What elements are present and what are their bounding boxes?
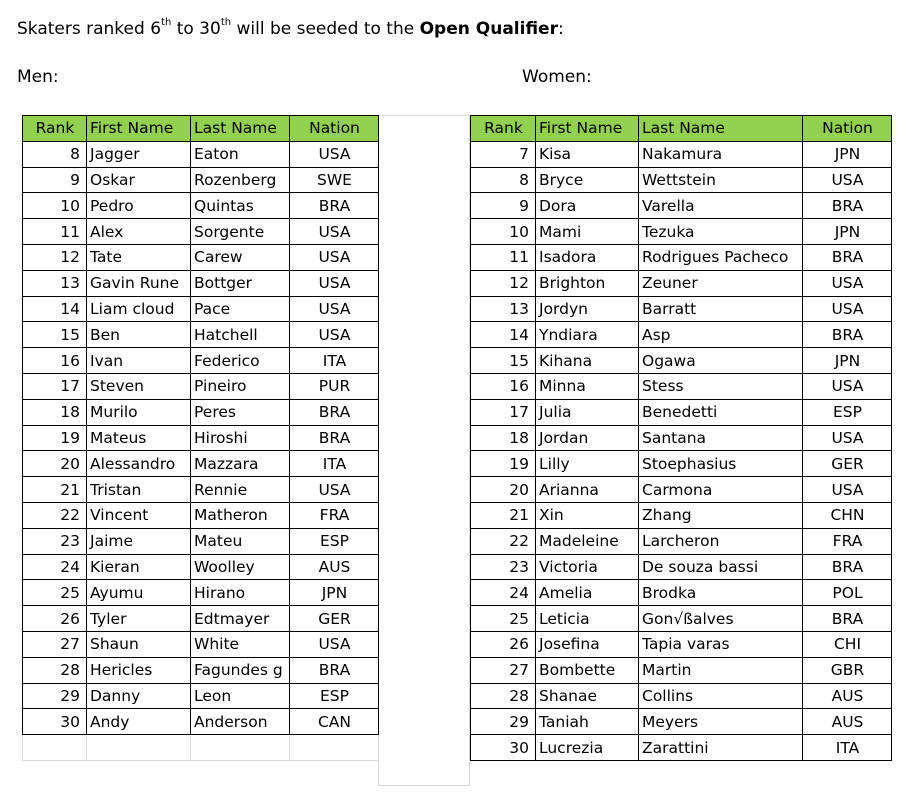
cell-last-name: Quintas <box>191 193 290 219</box>
cell-last-name: Sorgente <box>191 219 290 245</box>
header-first-name: First Name <box>87 116 191 142</box>
table-header-row <box>23 116 379 142</box>
table-row <box>471 193 892 219</box>
intro-text <box>17 19 564 39</box>
cell-rank: 8 <box>23 141 87 167</box>
cell-nation: BRA <box>803 244 892 270</box>
cell-last-name: Woolley <box>191 554 290 580</box>
cell-first-name: Shaun <box>87 631 191 657</box>
cell-nation: USA <box>290 631 379 657</box>
cell-rank: 11 <box>471 244 536 270</box>
cell-nation: USA <box>803 167 892 193</box>
cell-nation: ITA <box>290 451 379 477</box>
cell-nation: JPN <box>803 141 892 167</box>
cell-first-name: Mateus <box>87 425 191 451</box>
cell-last-name: Tapia varas <box>639 631 803 657</box>
empty-cell <box>87 735 191 761</box>
table-row <box>23 606 379 632</box>
cell-first-name: Victoria <box>536 554 639 580</box>
cell-last-name: Collins <box>639 683 803 709</box>
cell-last-name: White <box>191 631 290 657</box>
table-row <box>471 141 892 167</box>
table-row <box>471 322 892 348</box>
cell-first-name: Kihana <box>536 348 639 374</box>
cell-nation: USA <box>803 425 892 451</box>
cell-last-name: Asp <box>639 322 803 348</box>
cell-first-name: Tyler <box>87 606 191 632</box>
table-row <box>23 348 379 374</box>
cell-rank: 17 <box>471 399 536 425</box>
cell-nation: ESP <box>803 399 892 425</box>
men-label: Men: <box>17 67 59 87</box>
cell-last-name: Martin <box>639 657 803 683</box>
cell-nation: ESP <box>290 683 379 709</box>
table-row <box>23 657 379 683</box>
table-row <box>23 322 379 348</box>
cell-rank: 24 <box>23 554 87 580</box>
table-row <box>471 167 892 193</box>
cell-first-name: Jordyn <box>536 296 639 322</box>
table-row <box>471 657 892 683</box>
cell-first-name: Andy <box>87 709 191 735</box>
table-row <box>471 348 892 374</box>
cell-last-name: Leon <box>191 683 290 709</box>
cell-rank: 15 <box>471 348 536 374</box>
cell-first-name: Arianna <box>536 477 639 503</box>
cell-rank: 25 <box>471 606 536 632</box>
cell-rank: 20 <box>23 451 87 477</box>
cell-last-name: De souza bassi <box>639 554 803 580</box>
cell-rank: 14 <box>471 322 536 348</box>
table-row <box>471 296 892 322</box>
cell-last-name: Pace <box>191 296 290 322</box>
cell-first-name: Amelia <box>536 580 639 606</box>
cell-nation: USA <box>290 322 379 348</box>
cell-nation: CHN <box>803 502 892 528</box>
cell-last-name: Wettstein <box>639 167 803 193</box>
cell-nation: BRA <box>803 606 892 632</box>
cell-rank: 28 <box>23 657 87 683</box>
cell-nation: AUS <box>290 554 379 580</box>
cell-rank: 19 <box>23 425 87 451</box>
cell-last-name: Mateu <box>191 528 290 554</box>
cell-first-name: Ben <box>87 322 191 348</box>
table-row <box>23 631 379 657</box>
cell-first-name: Gavin Rune <box>87 270 191 296</box>
empty-cell <box>290 735 379 761</box>
cell-first-name: Murilo <box>87 399 191 425</box>
cell-rank: 30 <box>471 735 536 761</box>
table-row <box>23 244 379 270</box>
table-row <box>23 193 379 219</box>
cell-first-name: Madeleine <box>536 528 639 554</box>
cell-last-name: Rozenberg <box>191 167 290 193</box>
cell-rank: 16 <box>471 373 536 399</box>
cell-first-name: Shanae <box>536 683 639 709</box>
cell-nation: USA <box>290 270 379 296</box>
table-row <box>471 580 892 606</box>
cell-last-name: Edtmayer <box>191 606 290 632</box>
table-row <box>471 709 892 735</box>
cell-rank: 27 <box>471 657 536 683</box>
table-row <box>23 477 379 503</box>
table-row <box>471 373 892 399</box>
cell-first-name: Hericles <box>87 657 191 683</box>
cell-first-name: Liam cloud <box>87 296 191 322</box>
table-header-row <box>471 116 892 142</box>
cell-first-name: Vincent <box>87 502 191 528</box>
table-row <box>471 219 892 245</box>
cell-first-name: Oskar <box>87 167 191 193</box>
cell-first-name: Jordan <box>536 425 639 451</box>
cell-first-name: Josefina <box>536 631 639 657</box>
cell-last-name: Brodka <box>639 580 803 606</box>
cell-last-name: Barratt <box>639 296 803 322</box>
cell-last-name: Stess <box>639 373 803 399</box>
cell-last-name: Bottger <box>191 270 290 296</box>
table-row <box>471 477 892 503</box>
cell-nation: JPN <box>803 348 892 374</box>
table-row <box>471 270 892 296</box>
table-row <box>471 631 892 657</box>
cell-first-name: Alex <box>87 219 191 245</box>
cell-last-name: Hirano <box>191 580 290 606</box>
cell-last-name: Zarattini <box>639 735 803 761</box>
cell-rank: 18 <box>471 425 536 451</box>
table-row <box>23 399 379 425</box>
header-last-name: Last Name <box>639 116 803 142</box>
intro-colon: : <box>557 19 564 39</box>
cell-rank: 18 <box>23 399 87 425</box>
cell-first-name: Jagger <box>87 141 191 167</box>
cell-first-name: Pedro <box>87 193 191 219</box>
cell-rank: 7 <box>471 141 536 167</box>
cell-rank: 8 <box>471 167 536 193</box>
cell-last-name: Santana <box>639 425 803 451</box>
cell-rank: 24 <box>471 580 536 606</box>
cell-first-name: Steven <box>87 373 191 399</box>
cell-first-name: Ivan <box>87 348 191 374</box>
empty-row <box>23 735 379 761</box>
table-row <box>471 399 892 425</box>
cell-first-name: Brighton <box>536 270 639 296</box>
cell-first-name: Minna <box>536 373 639 399</box>
table-row <box>23 141 379 167</box>
cell-rank: 23 <box>23 528 87 554</box>
cell-first-name: Tristan <box>87 477 191 503</box>
cell-nation: ITA <box>290 348 379 374</box>
table-row <box>471 528 892 554</box>
table-row <box>471 683 892 709</box>
cell-rank: 21 <box>23 477 87 503</box>
cell-rank: 12 <box>23 244 87 270</box>
cell-nation: USA <box>290 477 379 503</box>
cell-rank: 14 <box>23 296 87 322</box>
cell-rank: 9 <box>471 193 536 219</box>
cell-first-name: Lucrezia <box>536 735 639 761</box>
cell-last-name: Rodrigues Pacheco <box>639 244 803 270</box>
cell-rank: 30 <box>23 709 87 735</box>
header-rank: Rank <box>471 116 536 142</box>
cell-nation: ESP <box>290 528 379 554</box>
cell-rank: 27 <box>23 631 87 657</box>
cell-rank: 15 <box>23 322 87 348</box>
cell-first-name: Leticia <box>536 606 639 632</box>
cell-nation: PUR <box>290 373 379 399</box>
table-row <box>23 683 379 709</box>
cell-first-name: Jaime <box>87 528 191 554</box>
cell-rank: 26 <box>23 606 87 632</box>
header-last-name: Last Name <box>191 116 290 142</box>
cell-nation: USA <box>803 373 892 399</box>
table-row <box>23 554 379 580</box>
cell-first-name: Mami <box>536 219 639 245</box>
cell-last-name: Fagundes g <box>191 657 290 683</box>
cell-last-name: Gon√ßalves <box>639 606 803 632</box>
cell-first-name: Isadora <box>536 244 639 270</box>
cell-rank: 13 <box>23 270 87 296</box>
intro-suffix: will be seeded to the <box>231 19 420 39</box>
cell-nation: JPN <box>290 580 379 606</box>
cell-last-name: Hiroshi <box>191 425 290 451</box>
cell-rank: 10 <box>471 219 536 245</box>
men-rankings-table <box>22 115 379 761</box>
table-row <box>23 219 379 245</box>
cell-nation: FRA <box>803 528 892 554</box>
cell-nation: GER <box>290 606 379 632</box>
cell-first-name: Kieran <box>87 554 191 580</box>
empty-column <box>378 115 470 786</box>
qualifier-name: Open Qualifier <box>419 19 558 39</box>
header-nation: Nation <box>290 116 379 142</box>
cell-nation: USA <box>290 219 379 245</box>
cell-last-name: Larcheron <box>639 528 803 554</box>
table-row <box>471 451 892 477</box>
cell-nation: FRA <box>290 502 379 528</box>
cell-last-name: Benedetti <box>639 399 803 425</box>
cell-nation: USA <box>803 477 892 503</box>
cell-last-name: Varella <box>639 193 803 219</box>
table-row <box>23 528 379 554</box>
cell-last-name: Anderson <box>191 709 290 735</box>
cell-rank: 26 <box>471 631 536 657</box>
table-row <box>23 451 379 477</box>
cell-nation: BRA <box>290 657 379 683</box>
table-row <box>23 502 379 528</box>
cell-nation: BRA <box>803 554 892 580</box>
cell-rank: 22 <box>471 528 536 554</box>
table-row <box>23 296 379 322</box>
cell-nation: GER <box>803 451 892 477</box>
cell-first-name: Bryce <box>536 167 639 193</box>
table-row <box>23 425 379 451</box>
cell-first-name: Yndiara <box>536 322 639 348</box>
cell-first-name: Dora <box>536 193 639 219</box>
cell-nation: POL <box>803 580 892 606</box>
cell-rank: 28 <box>471 683 536 709</box>
cell-first-name: Alessandro <box>87 451 191 477</box>
cell-nation: AUS <box>803 683 892 709</box>
cell-first-name: Kisa <box>536 141 639 167</box>
ordinal-suffix: th <box>220 17 232 28</box>
cell-last-name: Zeuner <box>639 270 803 296</box>
table-row <box>471 554 892 580</box>
cell-rank: 29 <box>471 709 536 735</box>
women-rankings-table <box>470 115 892 761</box>
cell-nation: CAN <box>290 709 379 735</box>
cell-rank: 16 <box>23 348 87 374</box>
cell-first-name: Taniah <box>536 709 639 735</box>
cell-nation: JPN <box>803 219 892 245</box>
empty-cell <box>191 735 290 761</box>
cell-last-name: Eaton <box>191 141 290 167</box>
cell-last-name: Hatchell <box>191 322 290 348</box>
cell-last-name: Rennie <box>191 477 290 503</box>
table-row <box>23 373 379 399</box>
cell-nation: BRA <box>803 322 892 348</box>
cell-first-name: Bombette <box>536 657 639 683</box>
table-row <box>23 167 379 193</box>
cell-last-name: Stoephasius <box>639 451 803 477</box>
cell-last-name: Nakamura <box>639 141 803 167</box>
cell-nation: AUS <box>803 709 892 735</box>
cell-last-name: Tezuka <box>639 219 803 245</box>
cell-nation: SWE <box>290 167 379 193</box>
cell-last-name: Zhang <box>639 502 803 528</box>
cell-nation: USA <box>803 296 892 322</box>
cell-last-name: Ogawa <box>639 348 803 374</box>
cell-first-name: Danny <box>87 683 191 709</box>
cell-nation: GBR <box>803 657 892 683</box>
cell-nation: USA <box>290 296 379 322</box>
cell-rank: 29 <box>23 683 87 709</box>
cell-rank: 13 <box>471 296 536 322</box>
header-rank: Rank <box>23 116 87 142</box>
table-row <box>23 580 379 606</box>
cell-last-name: Matheron <box>191 502 290 528</box>
header-first-name: First Name <box>536 116 639 142</box>
cell-first-name: Ayumu <box>87 580 191 606</box>
cell-last-name: Carmona <box>639 477 803 503</box>
table-row <box>471 606 892 632</box>
cell-rank: 22 <box>23 502 87 528</box>
intro-prefix: Skaters ranked 6 <box>17 19 162 39</box>
cell-nation: USA <box>803 270 892 296</box>
cell-rank: 23 <box>471 554 536 580</box>
cell-rank: 25 <box>23 580 87 606</box>
cell-nation: BRA <box>803 193 892 219</box>
cell-first-name: Julia <box>536 399 639 425</box>
cell-rank: 20 <box>471 477 536 503</box>
cell-nation: BRA <box>290 193 379 219</box>
cell-rank: 11 <box>23 219 87 245</box>
cell-rank: 10 <box>23 193 87 219</box>
women-label: Women: <box>522 67 592 87</box>
cell-last-name: Peres <box>191 399 290 425</box>
table-row <box>23 709 379 735</box>
cell-rank: 9 <box>23 167 87 193</box>
cell-last-name: Pineiro <box>191 373 290 399</box>
cell-first-name: Tate <box>87 244 191 270</box>
cell-last-name: Federico <box>191 348 290 374</box>
table-row <box>471 502 892 528</box>
table-row <box>471 735 892 761</box>
table-row <box>471 244 892 270</box>
cell-nation: BRA <box>290 425 379 451</box>
cell-rank: 19 <box>471 451 536 477</box>
ordinal-suffix: th <box>161 17 172 28</box>
cell-nation: CHI <box>803 631 892 657</box>
header-nation: Nation <box>803 116 892 142</box>
empty-cell <box>23 735 87 761</box>
cell-rank: 21 <box>471 502 536 528</box>
cell-nation: ITA <box>803 735 892 761</box>
cell-last-name: Carew <box>191 244 290 270</box>
cell-last-name: Meyers <box>639 709 803 735</box>
cell-rank: 12 <box>471 270 536 296</box>
cell-first-name: Xin <box>536 502 639 528</box>
cell-nation: BRA <box>290 399 379 425</box>
cell-last-name: Mazzara <box>191 451 290 477</box>
table-row <box>23 270 379 296</box>
cell-rank: 17 <box>23 373 87 399</box>
cell-nation: USA <box>290 141 379 167</box>
intro-middle: to 30 <box>171 19 221 39</box>
table-row <box>471 425 892 451</box>
cell-first-name: Lilly <box>536 451 639 477</box>
cell-nation: USA <box>290 244 379 270</box>
